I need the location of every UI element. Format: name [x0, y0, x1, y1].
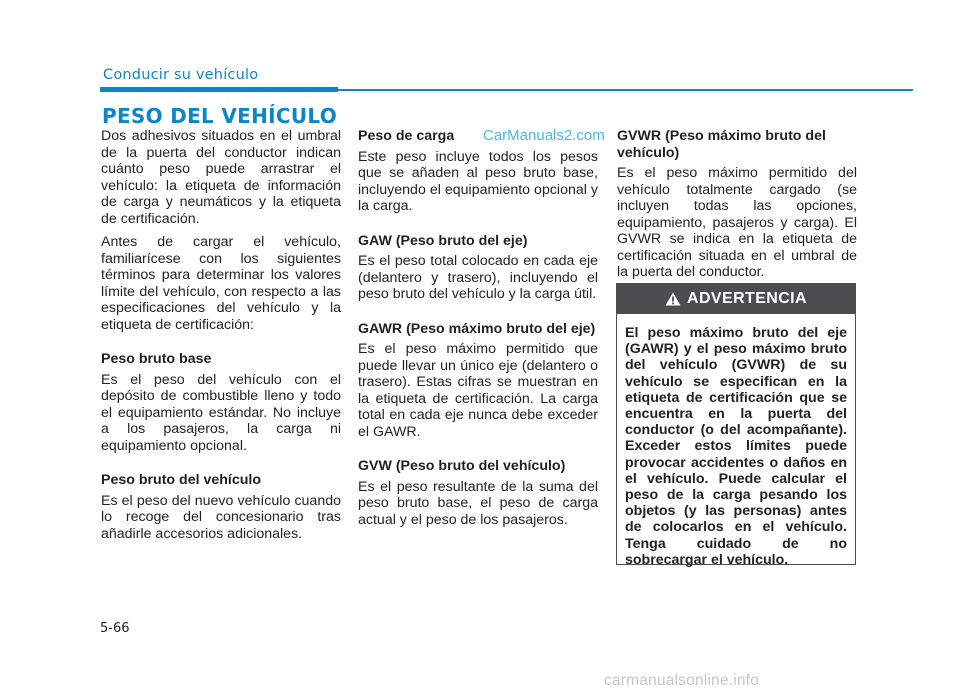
- subheading: GVWR (Peso máximo bruto del vehículo): [617, 128, 826, 161]
- warning-body: El peso máximo bruto del eje (GAWR) y el peso máximo bruto del vehículo (GVWR) de su vehículo se especifican en la etiqueta de certificación que se encuentra en la puerta del conductor (o del acompañante). Exceder estos límites puede provocar accidentes o daños en el vehículo. Puede calcular el peso de la carga pesando los objetos (y las personas) antes de colocarlos en el vehículo. Tenga cuidado de no sobrecargar el vehículo.: [625, 325, 847, 568]
- watermark-top: CarManuals2.com: [483, 127, 605, 144]
- column-left: [101, 128, 341, 549]
- warning-box: [616, 283, 856, 568]
- paragraph: Es el peso máximo permitido del vehículo totalmente cargado (se incluyen todas las opciones, equipamiento, pasajeros y carga). El GVWR se indica en la etiqueta de certificación situada en el umbral de la puerta del conductor.: [617, 165, 857, 280]
- warning-title: ADVERTENCIA: [687, 290, 807, 307]
- section-label: Conducir su vehículo: [103, 67, 259, 83]
- header-rule-thick: [100, 87, 338, 92]
- page-title: PESO DEL VEHÍCULO: [102, 104, 338, 128]
- subheading: Peso bruto base: [101, 351, 212, 367]
- subheading: GAW (Peso bruto del eje): [358, 232, 528, 249]
- paragraph: Es el peso máximo permitido que puede llevar un único eje (delantero o trasero). Estas cifras se muestran en la etiqueta de certificación. La carga total en cada eje nunca debe exceder el GAWR.: [358, 341, 598, 440]
- subheading: Peso de carga: [358, 128, 455, 144]
- watermark-bottom: carmanualsonline.info: [604, 672, 759, 689]
- paragraph: Es el peso resultante de la suma del peso bruto base, el peso de carga actual y el peso de los pasajeros.: [358, 478, 598, 528]
- paragraph: Es el peso total colocado en cada eje (delantero y trasero), incluyendo el peso bruto del vehículo y la carga útil.: [358, 253, 598, 302]
- paragraph: Dos adhesivos situados en el umbral de la puerta del conductor indican cuánto peso puede arrastrar el vehículo: la etiqueta de información de carga y neumáticos y la etiqueta de certificación.: [101, 128, 341, 227]
- warning-header: [617, 284, 855, 314]
- paragraph: Antes de cargar el vehículo, familiarícese con los siguientes términos para determinar los valores límite del vehículo, con respecto a las especificaciones del vehículo y la etiqueta de certificación:: [101, 234, 341, 333]
- paragraph: Este peso incluye todos los pesos que se añaden al peso bruto base, incluyendo el equipamiento opcional y la carga.: [358, 148, 598, 214]
- paragraph: Es el peso del vehículo con el depósito de combustible lleno y todo el equipamiento estándar. No incluye a los pasajeros, la carga ni equipamiento opcional.: [101, 371, 341, 454]
- header-rule-thin: [338, 89, 913, 91]
- subheading: Peso bruto del vehículo: [101, 472, 262, 488]
- page-number: 5-66: [100, 621, 130, 636]
- paragraph: Es el peso del nuevo vehículo cuando lo recoge del concesionario tras añadirle accesorios adicionales.: [101, 492, 341, 542]
- column-middle: [358, 128, 598, 535]
- subheading: GAWR (Peso máximo bruto del eje): [358, 320, 596, 337]
- column-right: [617, 128, 857, 288]
- subheading: GVW (Peso bruto del vehículo): [358, 458, 566, 474]
- warning-triangle-icon: [665, 292, 681, 306]
